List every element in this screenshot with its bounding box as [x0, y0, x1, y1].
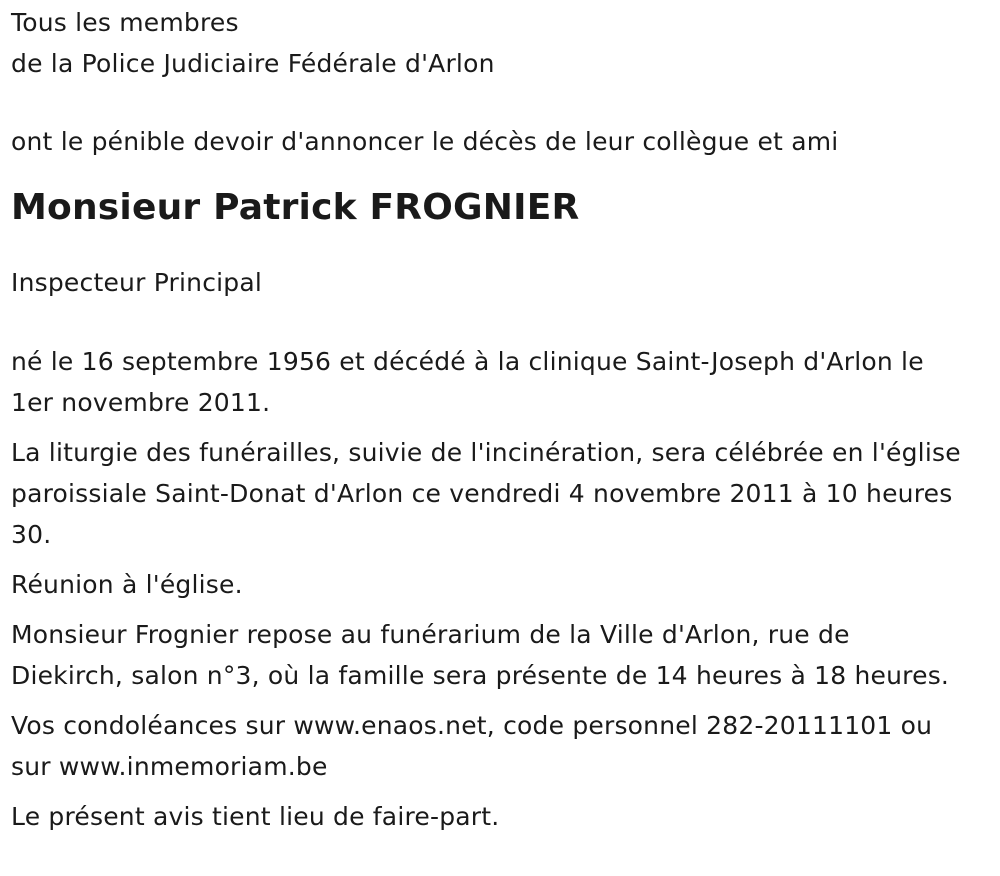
meeting-paragraph	[11, 564, 991, 605]
condolences-line-2: sur www.inmemoriam.be	[11, 752, 328, 781]
liturgy-line-1: La liturgie des funérailles, suivie de l'incinération, sera célébrée en l'église	[11, 438, 961, 467]
liturgy-line-3: 30.	[11, 520, 52, 549]
closing-line: Le présent avis tient lieu de faire-part.	[11, 802, 500, 831]
deceased-name: Monsieur Patrick FROGNIER	[11, 187, 580, 228]
deceased-title: Inspecteur Principal	[11, 268, 263, 297]
closing-paragraph	[11, 796, 991, 837]
header-line-1: Tous les membres	[11, 8, 239, 37]
liturgy-paragraph	[11, 432, 991, 555]
rest-line-1: Monsieur Frognier repose au funérarium de la Ville d'Arlon, rue de	[11, 620, 850, 649]
meeting-line: Réunion à l'église.	[11, 570, 243, 599]
rest-line-2: Diekirch, salon n°3, où la famille sera présente de 14 heures à 18 heures.	[11, 661, 950, 690]
header-line-2: de la Police Judiciaire Fédérale d'Arlon	[11, 49, 495, 78]
birth-death-paragraph	[11, 341, 991, 423]
obituary-notice	[11, 0, 991, 837]
birth-death-line-1: né le 16 septembre 1956 et décédé à la clinique Saint-Joseph d'Arlon le	[11, 347, 924, 376]
rest-paragraph	[11, 614, 991, 696]
condolences-paragraph	[11, 705, 991, 787]
condolences-line-1: Vos condoléances sur www.enaos.net, code personnel 282-20111101 ou	[11, 711, 933, 740]
header-block	[11, 0, 991, 84]
announcement-text: ont le pénible devoir d'annoncer le décès de leur collègue et ami	[11, 127, 839, 156]
liturgy-line-2: paroissiale Saint-Donat d'Arlon ce vendredi 4 novembre 2011 à 10 heures	[11, 479, 953, 508]
birth-death-line-2: 1er novembre 2011.	[11, 388, 271, 417]
